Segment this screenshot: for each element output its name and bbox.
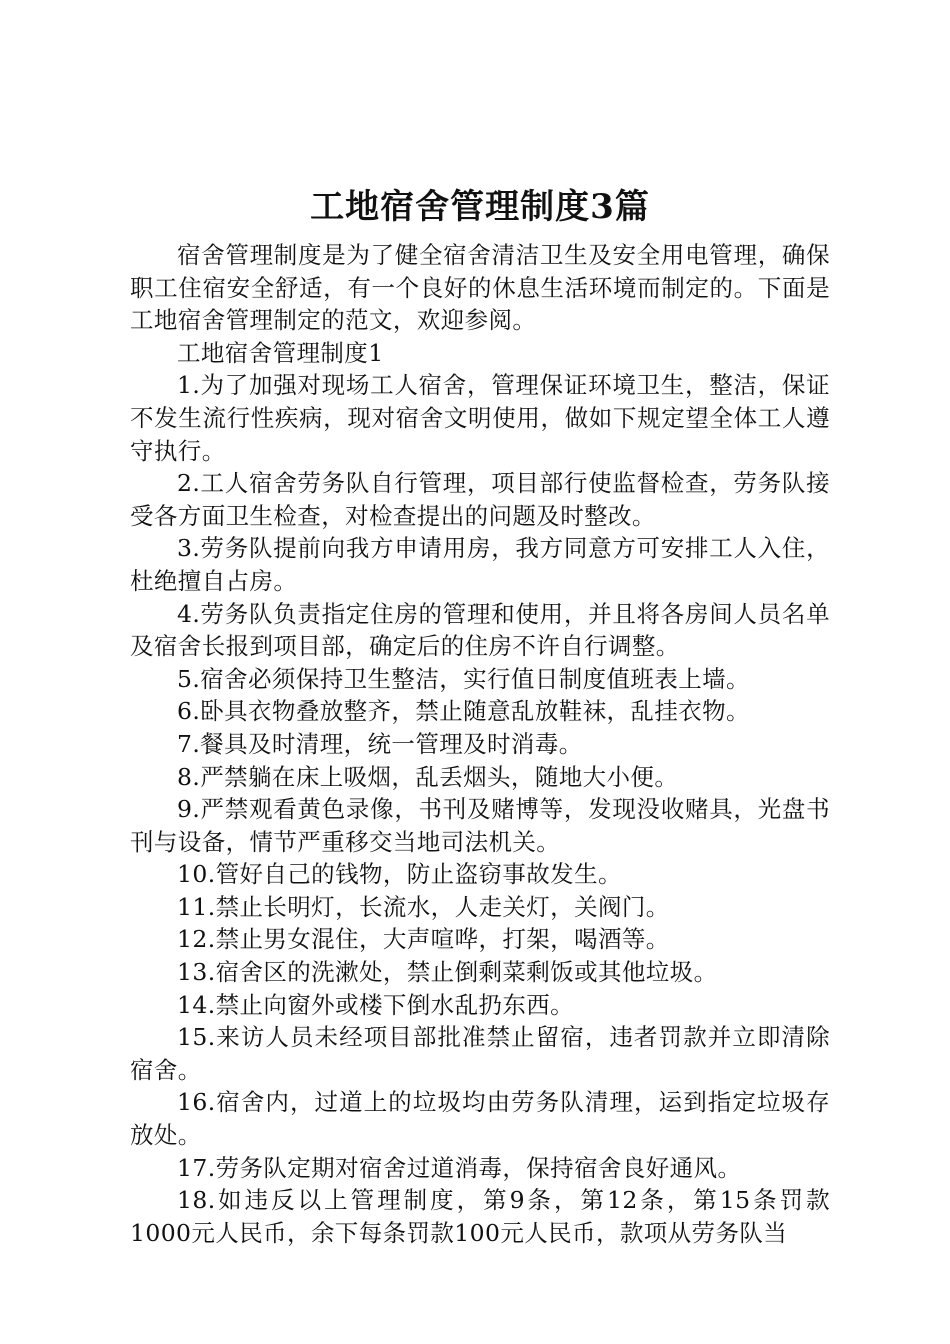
document-title: 工地宿舍管理制度3篇 — [310, 187, 650, 227]
rule-item-8: 8.严禁躺在床上吸烟，乱丢烟头，随地大小便。 — [177, 762, 679, 791]
rule-item-6: 6.卧具衣物叠放整齐，禁止随意乱放鞋袜，乱挂衣物。 — [177, 697, 750, 726]
rule-item-7: 7.餐具及时清理，统一管理及时消毒。 — [177, 729, 583, 758]
rule-item-9: 9.严禁观看黄色录像，书刊及赌博等，发现没收赌具，光盘书刊与设备，情节严重移交当地司法机关。 — [130, 795, 830, 856]
rule-item-1: 1.为了加强对现场工人宿舍，管理保证环境卫生，整洁，保证不发生流行性疾病，现对宿舍文明使用，做如下规定望全体工人遵守执行。 — [130, 371, 830, 465]
rule-item-5: 5.宿舍必须保持卫生整洁，实行值日制度值班表上墙。 — [177, 664, 750, 693]
rule-item-16: 16.宿舍内，过道上的垃圾均由劳务队清理，运到指定垃圾存放处。 — [130, 1088, 830, 1150]
rule-item-3: 3.劳务队提前向我方申请用房，我方同意方可安排工人入住，杜绝擅自占房。 — [130, 534, 830, 595]
rule-item-14: 14.禁止向窗外或楼下倒水乱扔东西。 — [177, 990, 575, 1019]
intro-paragraph: 宿舍管理制度是为了健全宿舍清洁卫生及安全用电管理，确保职工住宿安全舒适，有一个良好的休息生活环境而制定的。下面是工地宿舍管理制定的范文，欢迎参阅。 — [130, 241, 830, 335]
rule-item-10: 10.管好自己的钱物，防止盗窃事故发生。 — [177, 860, 622, 889]
document-body — [130, 183, 830, 1249]
rule-item-12: 12.禁止男女混住，大声喧哗，打架，喝酒等。 — [177, 925, 670, 954]
rule-item-15: 15.来访人员未经项目部批准禁止留宿，违者罚款并立即清除宿舍。 — [130, 1023, 830, 1084]
rule-item-11: 11.禁止长明灯，长流水，人走关灯，关阀门。 — [177, 892, 670, 921]
rule-item-18: 18.如违反以上管理制度，第9条，第12条，第15条罚款1000元人民币，余下每条罚款100元人民币，款项从劳务队当 — [130, 1186, 830, 1247]
section-heading: 工地宿舍管理制度1 — [177, 338, 384, 367]
rule-item-17: 17.劳务队定期对宿舍过道消毒，保持宿舍良好通风。 — [177, 1153, 742, 1182]
rule-item-2: 2.工人宿舍劳务队自行管理，项目部行使监督检查，劳务队接受各方面卫生检查，对检查提出的问题及时整改。 — [130, 469, 830, 530]
rule-item-13: 13.宿舍区的洗漱处，禁止倒剩菜剩饭或其他垃圾。 — [177, 958, 718, 987]
rule-item-4: 4.劳务队负责指定住房的管理和使用，并且将各房间人员名单及宿舍长报到项目部，确定后的住房不许自行调整。 — [130, 599, 830, 661]
